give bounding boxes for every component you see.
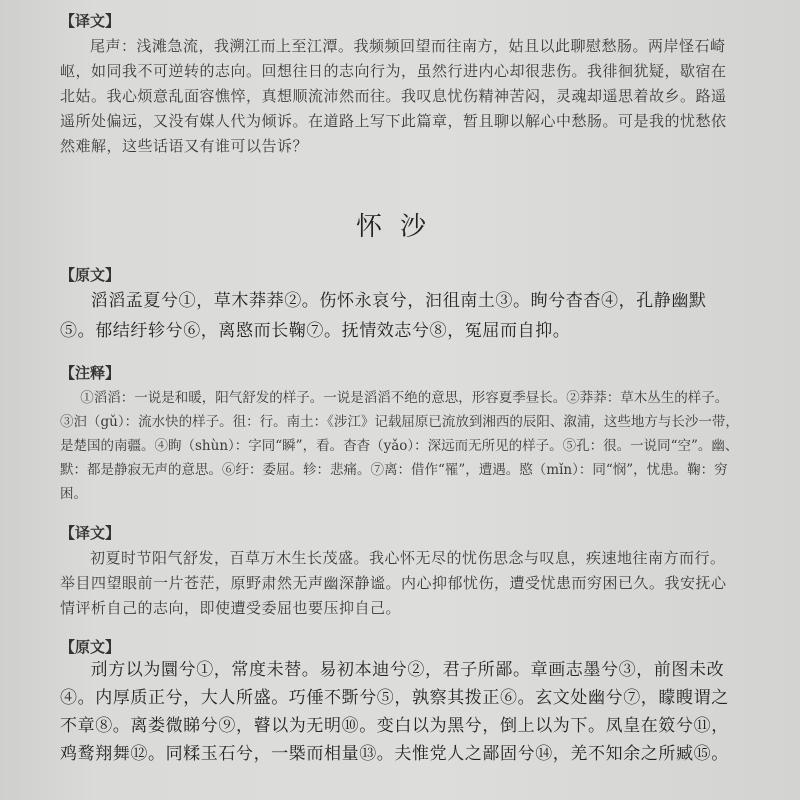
yuanwen-label-2: 【原文】 (60, 638, 121, 656)
yuanwen-paragraph-2: 刓方以为圜兮①，常度未替。易初本迪兮②，君子所鄙。章画志墨兮③，前图未改④。内厚质正兮，大人所盛。巧倕不斲兮⑤，孰察其拨正⑥。玄文处幽兮⑦，矇瞍谓之不章⑧。离娄微睇兮⑨，瞽以为无明⑩。变白以为黑兮，倒上以为下。凤皇在笯兮⑪，鸡鹜翔舞⑫。同糅玉石兮，一槩而相量⑬。夫惟党人之鄙固兮⑭，羌不知余之所臧⑮。 (60, 660, 729, 764)
yuanwen-paragraph-1: 滔滔孟夏兮①，草木莽莽②。伤怀永哀兮，汩徂南土③。眴兮杳杳④，孔静幽默⑤。郁结纡轸兮⑥，离愍而长鞠⑦。抚情效志兮⑧，冤屈而自抑。 (60, 291, 707, 341)
yiwen-paragraph-2: 初夏时节阳气舒发，百草万木生长茂盛。我心怀无尽的忧伤思念与叹息，疾速地往南方而行。举目四望眼前一片苍茫，原野肃然无声幽深静谧。内心抑郁忧伤，遭受忧患而穷困已久。我安抚心情评析自己的志向，即使遭受委屈也要压抑自己。 (60, 549, 727, 617)
yiwen-label-1: 【译文】 (60, 12, 121, 30)
yuanwen-label-1: 【原文】 (60, 266, 121, 284)
zhushi-paragraph: ①滔滔：一说是和暖，阳气舒发的样子。一说是滔滔不绝的意思，形容夏季昼长。②莽莽：草木丛生的样子。③汩（gǔ）：流水快的样子。徂：行。南土：《涉江》记载屈原已流放到湘西的辰阳、溆浦，这些地方与长沙一带，是楚国的南疆。④眴（shùn）：字同“瞬”，看。杳杳（yǎo）：深远而无所见的样子。⑤孔：很。一说同“空”。幽、默：都是静寂无声的意思。⑥纡：委屈。轸：悲痛。⑦离：借作“罹”，遭遇。愍（mǐn）：同“悯”，忧患。鞠：穷困。 (60, 390, 739, 502)
yiwen-label-2: 【译文】 (60, 524, 121, 542)
chapter-title: 怀沙 (355, 212, 444, 242)
zhushi-label: 【注释】 (60, 364, 121, 382)
yiwen-paragraph-1: 尾声：浅滩急流，我溯江而上至江潭。我频频回望而往南方，姑且以此聊慰愁肠。两岸怪石崎岖，如同我不可逆转的志向。回想往日的志向行为，虽然行进内心却很悲伤。我徘徊犹疑，歇宿在北姑。我心烦意乱面容憔悴，真想顺流沛然而往。我叹息忧伤精神苦闷，灵魂却遥思着故乡。路遥遥所处偏远，又没有媒人代为倾诉。在道路上写下此篇章，暂且聊以解心中愁肠。可是我的忧愁依然难解，这些话语又有谁可以告诉？ (60, 37, 727, 155)
